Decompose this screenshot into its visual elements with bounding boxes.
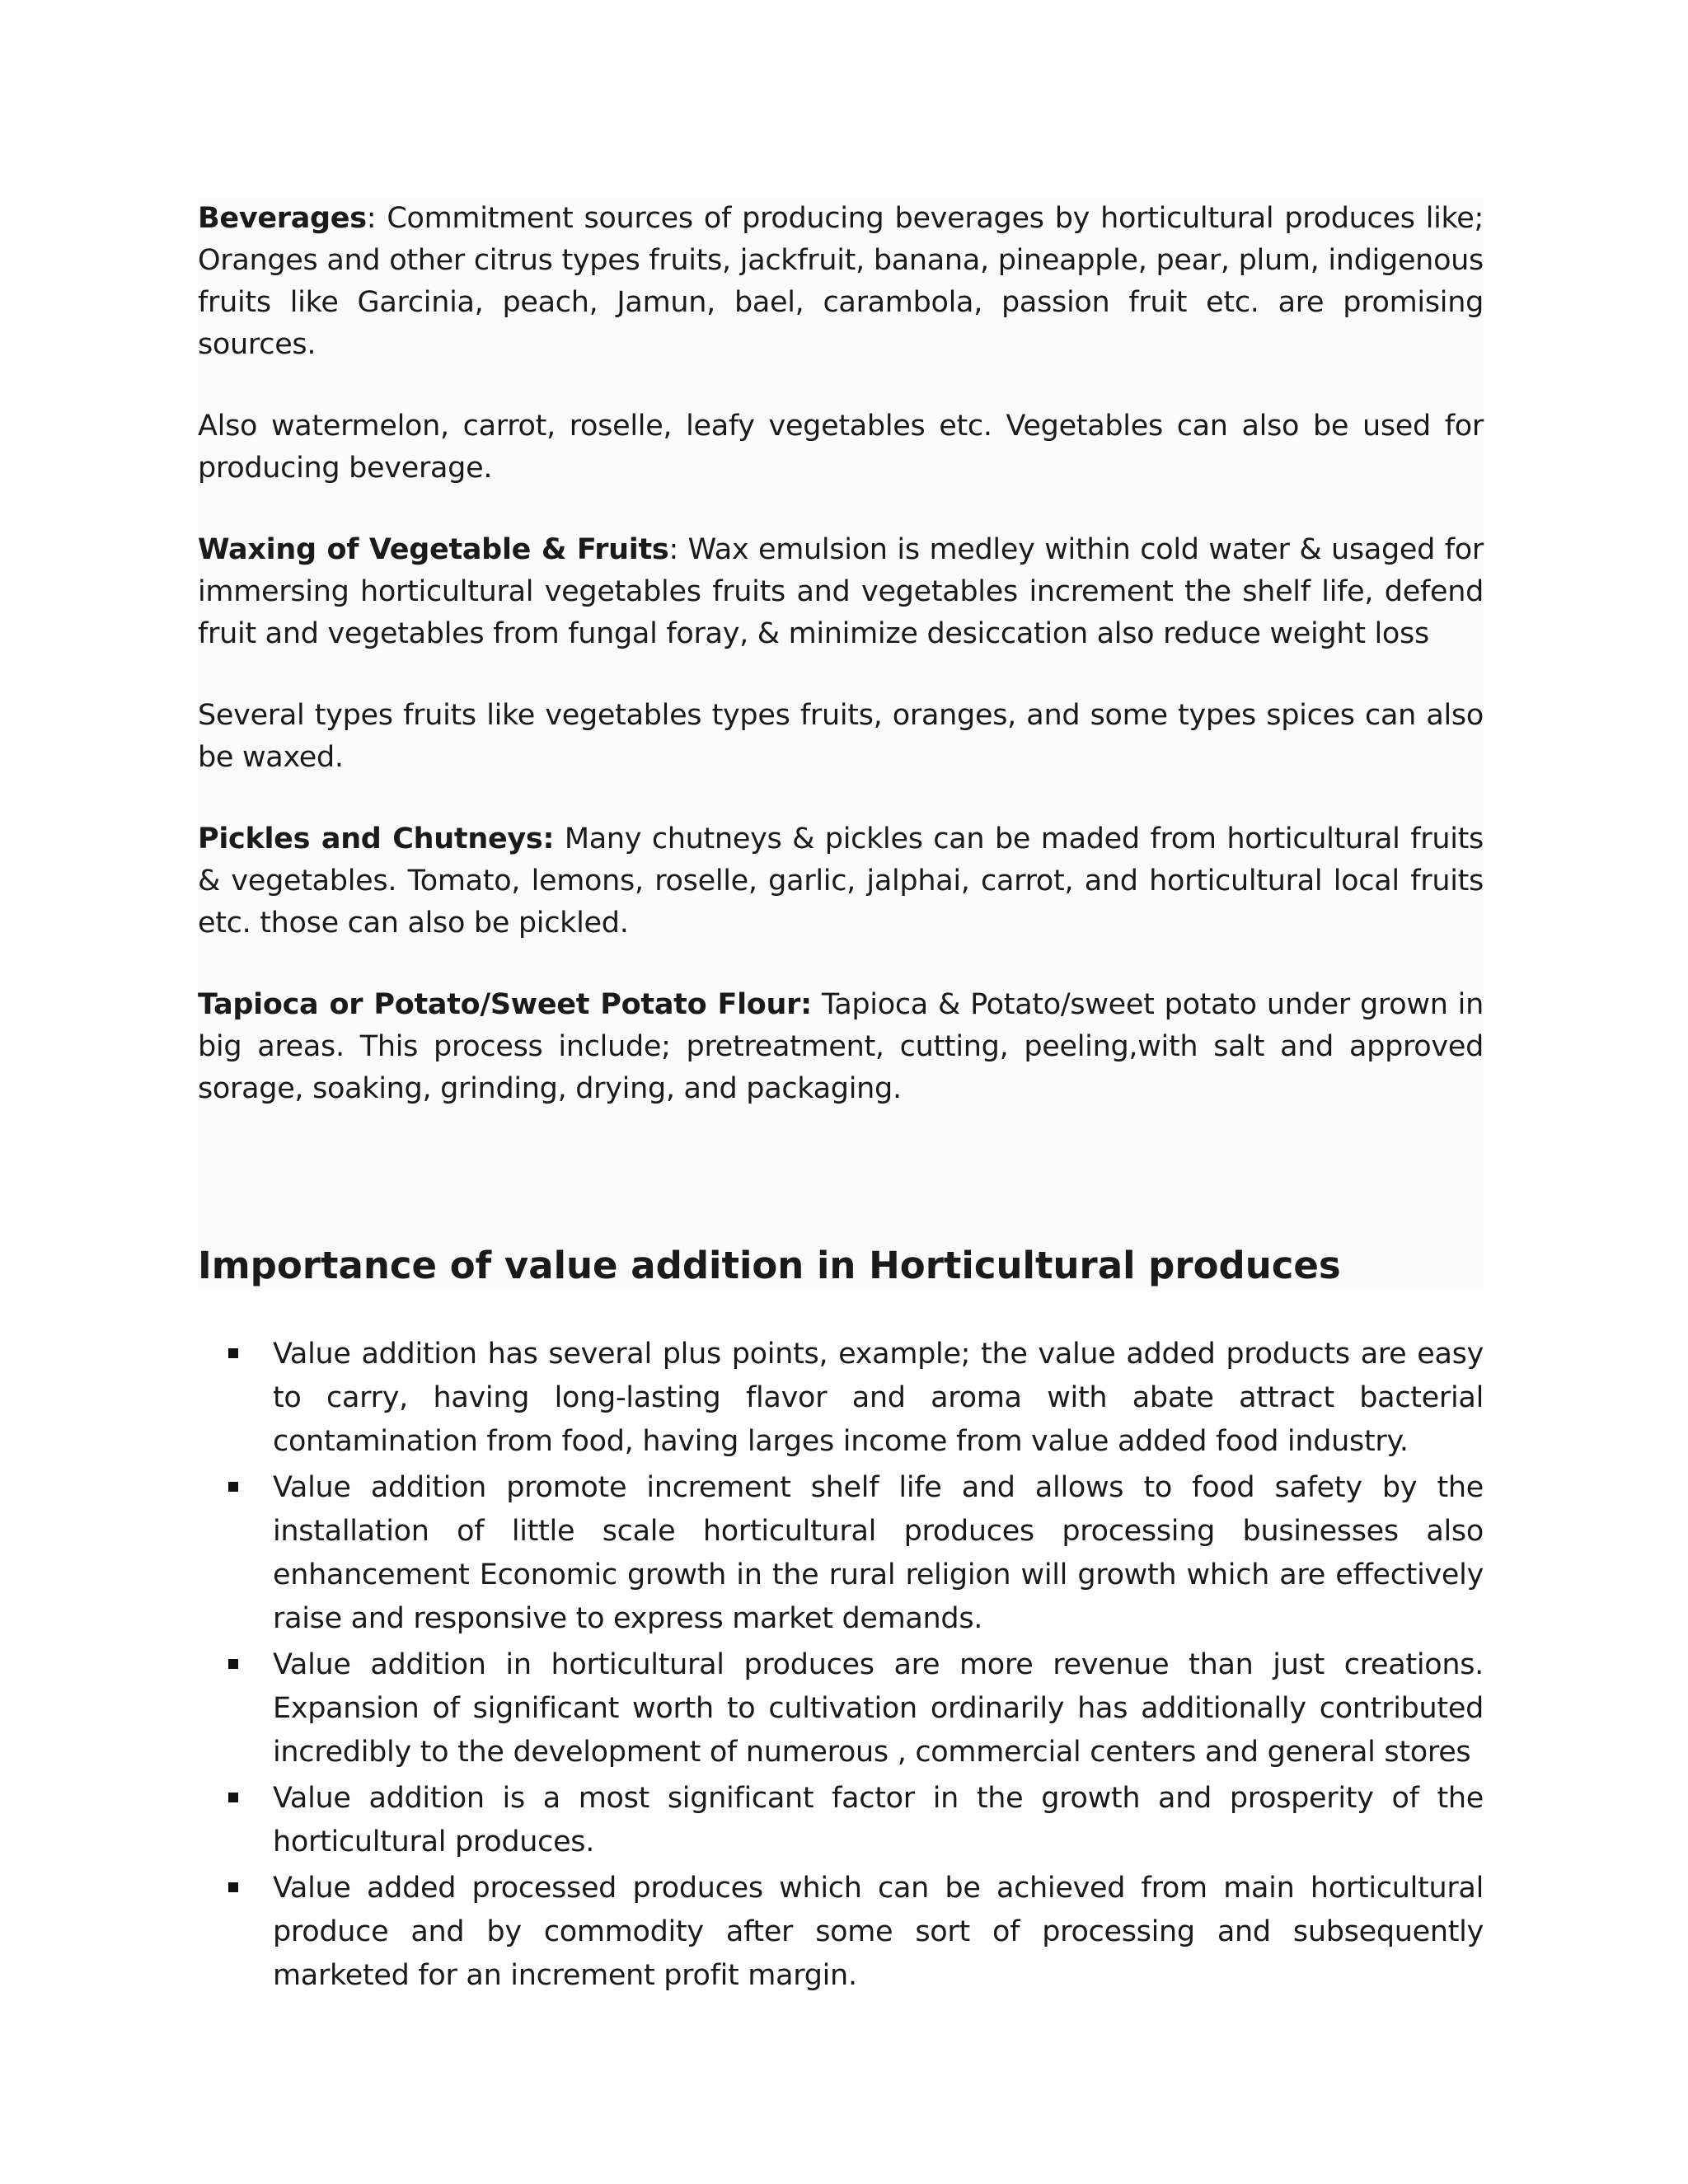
list-item	[198, 1333, 1484, 1464]
paragraph-beverages	[198, 198, 1484, 366]
paragraph-separator: :	[366, 202, 377, 235]
paragraph-vegetable-beverages	[198, 405, 1484, 490]
paragraph-waxed-types	[198, 695, 1484, 779]
paragraph-block	[198, 198, 1484, 1290]
list-item-text: Value addition is a most significant factor in the growth and prosperity of the horticultural produces.	[273, 1782, 1484, 1858]
document-page	[198, 198, 1484, 2000]
paragraph-text: Also watermelon, carrot, roselle, leafy vegetables etc. Vegetables can also be used for producing beverage.	[198, 410, 1484, 485]
square-bullet-icon	[228, 1348, 238, 1358]
square-bullet-icon	[228, 1882, 238, 1892]
square-bullet-icon	[228, 1482, 238, 1492]
list-item-text: Value added processed produces which can be achieved from main horticultural produce and by commodity after some sort of processing and subsequently marketed for an increment profit margin.	[273, 1872, 1484, 1992]
paragraph-tapioca	[198, 984, 1484, 1110]
paragraph-text: Many chutneys & pickles can be maded from horticultural fruits & vegetables. Tomato, lemons, roselle, garlic, jalphai, carrot, and horticultural local fruits etc. those can also be pickled.	[198, 823, 1484, 940]
paragraph-pickles	[198, 818, 1484, 944]
paragraph-separator: :	[668, 533, 678, 566]
paragraph-lead: Tapioca or Potato/Sweet Potato Flour:	[198, 988, 812, 1021]
paragraph-text: Commitment sources of producing beverages by horticultural produces like; Oranges and other citrus types fruits, jackfruit, banana, pineapple, pear, plum, indigenous fruits like Garcinia, peach, Jamun, bael, carambola, passion fruit etc. are promising sources.	[198, 202, 1484, 361]
square-bullet-icon	[228, 1793, 238, 1802]
paragraph-waxing	[198, 529, 1484, 655]
list-item-text: Value addition has several plus points, example; the value added products are easy to carry, having long-lasting flavor and aroma with abate attract bacterial contamination from food, having larges income from value added food industry.	[273, 1338, 1484, 1458]
paragraph-lead: Beverages	[198, 202, 367, 235]
paragraph-lead: Waxing of Vegetable & Fruits	[198, 533, 669, 566]
paragraph-lead: Pickles and Chutneys:	[198, 823, 555, 855]
bullet-list	[198, 1333, 1484, 1998]
square-bullet-icon	[228, 1659, 238, 1669]
list-item	[198, 1777, 1484, 1864]
list-item	[198, 1867, 1484, 1998]
list-item-text: Value addition promote increment shelf life and allows to food safety by the installation of little scale horticultural produces processing businesses also enhancement Economic growth in the rural religion will growth which are effectively raise and responsive to express market demands.	[273, 1471, 1484, 1635]
list-item	[198, 1466, 1484, 1641]
paragraph-text: Wax emulsion is medley within cold water & usaged for immersing horticultural vegetables fruits and vegetables increment the shelf life, defend fruit and vegetables from fungal foray, & minimize desiccation also reduce weight loss	[198, 533, 1484, 650]
paragraph-text: Several types fruits like vegetables types fruits, oranges, and some types spices can also be waxed.	[198, 699, 1484, 774]
section-heading: Importance of value addition in Horticultural produces	[198, 1244, 1341, 1287]
list-item-text: Value addition in horticultural produces are more revenue than just creations. Expansion of significant worth to cultivation ordinarily has additionally contributed incredibly to the development of numerous , commercial centers and general stores	[273, 1648, 1484, 1769]
list-item	[198, 1643, 1484, 1774]
paragraph-text: Tapioca & Potato/sweet potato under grown in big areas. This process include; pretreatment, cutting, peeling,with salt and approved sorage, soaking, grinding, drying, and packaging.	[198, 988, 1484, 1105]
